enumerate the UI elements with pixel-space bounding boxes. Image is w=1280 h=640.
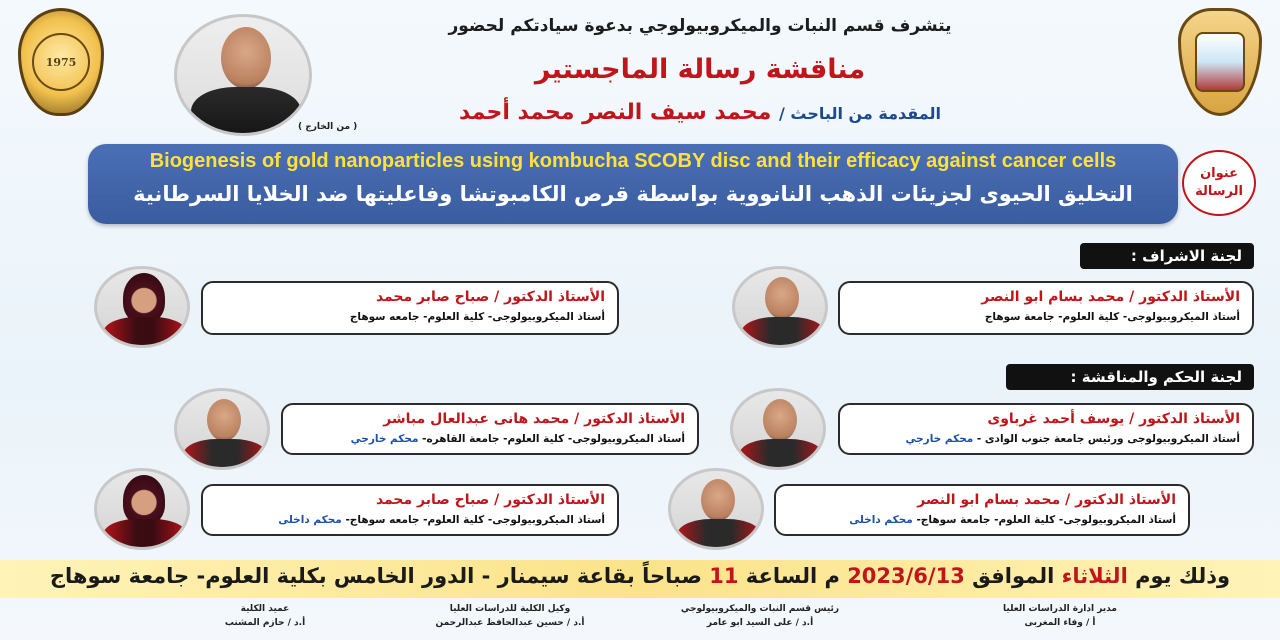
signature-title: عميد الكلية (240, 604, 290, 614)
member-name: الأستاذ الدكتور / صباح صابر محمد (375, 289, 605, 305)
event-day: الثلاثاء (1061, 564, 1128, 588)
judge-card (201, 484, 619, 536)
judge-card (281, 403, 699, 455)
member-role: محكم داخلى (278, 514, 342, 526)
event-date: 2023/6/13 (847, 564, 965, 588)
member-photo (174, 388, 270, 470)
signature-title: وكيل الكلية للدراسات العليا (449, 604, 571, 614)
presenter-line (380, 100, 1020, 125)
thesis-title-en: Biogenesis of gold nanoparticles using kombucha SCOBY disc and their efficacy against cancer cells (149, 150, 1117, 172)
member-affiliation: أستاذ الميكروبيولوجى ورئيس جامعة جنوب الوادى - محكم خارجي (905, 433, 1240, 445)
supervisor-card (201, 281, 619, 335)
member-affiliation: أستاذ الميكروبيولوجى- كلية العلوم- جامعة سوهاج (984, 311, 1240, 323)
thesis-label-line1: عنوان (1200, 166, 1238, 182)
judging-committee-heading: لجنة الحكم والمناقشة : (1006, 364, 1254, 390)
thesis-label-line2: الرسالة (1195, 184, 1243, 199)
signature-title: مدير ادارة الدراسات العليا (1003, 604, 1117, 614)
presenter-name: محمد سيف النصر محمد أحمد (459, 100, 772, 125)
event-hour: 11 (709, 564, 739, 588)
member-name: الأستاذ الدكتور / محمد بسام ابو النصر (917, 492, 1176, 508)
thesis-title-ar: التخليق الحيوى لجزيئات الذهب النانووية بواسطة قرص الكامبوتشا وفاعليتها ضد الخلايا السرطانية (133, 182, 1133, 206)
member-name: الأستاذ الدكتور / صباح صابر محمد (375, 492, 605, 508)
presenter-label: المقدمة من الباحث / (779, 104, 941, 123)
signature-name: أ.د / على السيد ابو عامر (706, 618, 814, 629)
signature-name: أ / وفاء المغربى (1024, 618, 1096, 629)
logo-year: 1975 (32, 33, 90, 91)
member-role: محكم خارجي (350, 433, 419, 445)
judge-card (774, 484, 1190, 536)
member-name: الأستاذ الدكتور / يوسف أحمد غرباوى (987, 411, 1240, 427)
signature-name: أ.د / حازم المشنب (224, 618, 306, 629)
judge-card (838, 403, 1254, 455)
member-affiliation: أستاذ الميكروبيولوجى- كلية العلوم- جامعة القاهره- محكم خارجي (350, 433, 685, 445)
member-affiliation: أستاذ الميكروبيولوجى- كلية العلوم- جامعة سوهاج- محكم داخلى (849, 514, 1176, 526)
supervisor-card (838, 281, 1254, 335)
outside-tag: ( من الخارج ) (298, 122, 358, 132)
invitation-text: يتشرف قسم النبات والميكروبيولوجي بدعوة سيادتكم لحضور (448, 16, 952, 36)
signature-block (400, 602, 620, 631)
signature-block (190, 602, 340, 631)
member-affiliation: أستاذ الميكروبيولوجى- كلية العلوم- جامعه سوهاج (349, 311, 605, 323)
member-photo (94, 468, 190, 550)
member-name: الأستاذ الدكتور / محمد بسام ابو النصر (981, 289, 1240, 305)
signature-title: رئيس قسم النبات والميكروبيولوجي (680, 604, 840, 614)
researcher-photo (174, 14, 312, 136)
sohag-university-logo (1178, 8, 1262, 116)
member-photo (668, 468, 764, 550)
supervision-committee-heading: لجنة الاشراف : (1080, 243, 1254, 269)
thesis-label-badge (1182, 150, 1256, 216)
signature-block (960, 602, 1160, 631)
member-photo (94, 266, 190, 348)
member-role: محكم داخلى (849, 514, 913, 526)
event-details: وذلك يوم الثلاثاء الموافق 2023/6/13 م الساعة 11 صباحاً بقاعة سيمنار - الدور الخامس بكلية العلوم- جامعة سوهاج (49, 564, 1231, 588)
member-name: الأستاذ الدكتور / محمد هانى عبدالعال مباشر (383, 411, 685, 427)
member-affiliation: أستاذ الميكروبيولوجى- كلية العلوم- جامعه سوهاج- محكم داخلى (278, 514, 605, 526)
signature-name: أ.د / حسين عبدالحافظ عبدالرحمن (435, 618, 585, 629)
member-photo (730, 388, 826, 470)
member-role: محكم خارجي (905, 433, 974, 445)
member-photo (732, 266, 828, 348)
faculty-of-science-logo (18, 8, 104, 116)
event-title: مناقشة رسالة الماجستير (534, 54, 866, 85)
signature-block (650, 602, 870, 631)
